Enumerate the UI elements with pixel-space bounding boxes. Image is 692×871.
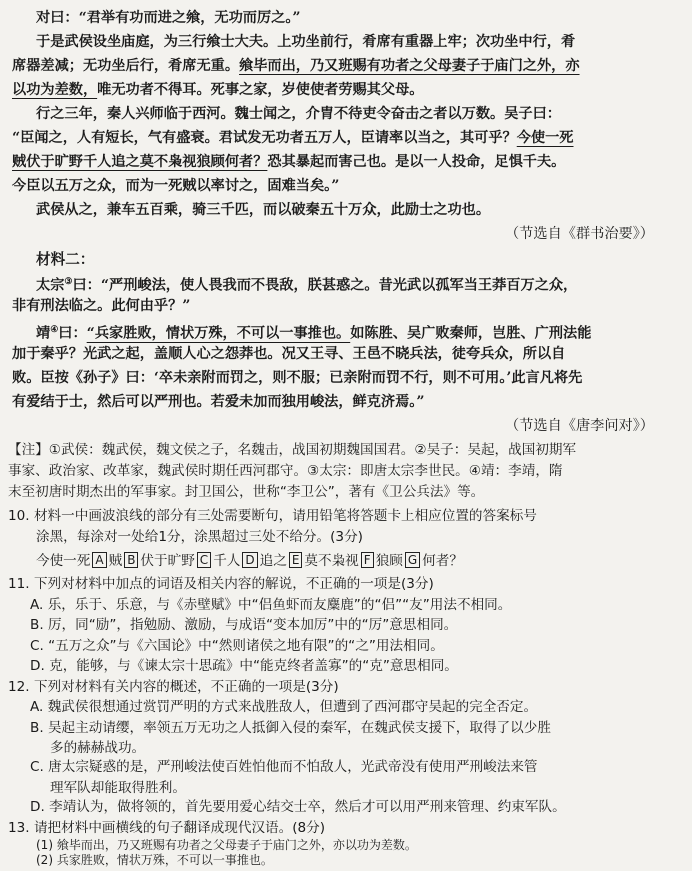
sentence-segment: 贼 [108,553,123,569]
text: A. 乐，乐于、乐意，与《赤壁赋》中“侣鱼虾而友麋鹿”的“侣”“友”用法不相同。 [30,596,512,613]
text: C. “五万之众”与《六国论》中“然则诸侯之地有限”的“之”用法相同。 [30,637,444,654]
option-a [0,697,692,717]
passage1-line [0,128,692,148]
passage1-line [0,8,692,28]
text: 材料二： [36,251,95,268]
text: 席器差减；无功坐后行，肴席无重。 [12,58,240,74]
question-12-stem [0,677,692,697]
text: 恐其暴起而害己也。是以一人投命，足惧千夫。 [267,154,566,170]
question-10-stem [0,506,692,526]
passage2-line [0,272,692,296]
text: 靖 [36,325,51,342]
note-line [0,440,692,460]
question-10-stem [0,527,692,547]
passage1-line [0,56,692,76]
text: “臣闻之，人有短长，气有盛衰。君试发无功者五万人，臣请率以当之，其可乎？ [12,130,517,146]
section-heading [0,250,692,270]
underlined-sentence: 飨毕而出，乃又班赐有功者之父母妻子于庙门之外，亦 [239,58,580,74]
passage1-line [0,152,692,172]
question-13-stem [0,818,692,838]
option-d [0,656,692,676]
translation-item-1: (1) 飨毕而出，乃又班赐有功者之父母妻子于庙门之外，亦以功为差数。 [36,838,417,852]
answer-label-a: A [92,552,106,568]
wavy-line-sentence: 贼伏于旷野千人追之莫不枭视狼顾何者？ [12,154,268,170]
text: B. 吴起主动请缨，率领五万无功之人抵御入侵的秦军，在魏武侯支援下，取得了以少胜 [30,719,551,736]
text: 如陈胜、吴广败秦师，岂胜、广刑法能 [350,325,592,342]
passage1-line [0,32,692,52]
answer-label-f: F [361,552,374,568]
text: 武侯从之，兼车五百乘，骑三千匹，而以破秦五十万众，此励士之功也。 [36,202,491,218]
sentence-segment: 追之 [259,553,287,569]
option-b [0,615,692,635]
option-b-continued [0,738,692,758]
wavy-line-sentence: 今使一死 [516,130,574,146]
text: A. 魏武侯很想通过赏罚严明的方式来战胜敌人，但遭到了西河郡守吴起的完全否定。 [30,699,538,715]
option-c-continued [0,778,692,798]
text: 曰： [58,325,87,342]
passage1-line [0,200,692,220]
sentence-segment: 今使一死 [36,553,91,569]
text: 13. 请把材料中画横线的句子翻译成现代汉语。(8分) [8,820,326,836]
text: 行之三年，秦人兴师临于西河。魏士闻之，介胄不待吏令奋击之者以万数。吴子曰： [36,106,561,122]
text: 末至初唐时期杰出的军事家。封卫国公，世称“李卫公”，著有《卫公兵法》等。 [8,484,485,500]
passage2-line [0,368,692,388]
sentence-segment: 伏于旷野 [140,553,195,569]
answer-label-g: G [405,552,420,568]
text: 【注】①武侯：魏武侯，魏文侯之子，名魏击，战国初期魏国国君。②吴子：吴起，战国初期军 [8,442,577,458]
passage2-line [0,320,692,344]
passage2-line [0,296,692,316]
text: 对曰：“君举有功而进之飨，无功而厉之。” [36,10,301,26]
text: 败。臣按《孙子》曰：‘卒未亲附而罚之，则不服；已亲附而罚不行，则不可用。’此言凡将先 [12,370,583,386]
text: 加于秦乎？光武之起，盖顺人心之怨莽也。况又王寻、王邑不晓兵法，徒夸兵众，所以自 [12,346,566,362]
passage1-line [0,104,692,124]
text: 事家、政治家、改革家，魏武侯时期任西河郡守。③太宗：即唐太宗李世民。④靖：李靖，隋 [8,463,563,479]
source-citation [0,224,692,244]
text: 涂黑，每涂对一处给1分，涂黑超过三处不给分。(3分) [36,529,363,545]
text: 12. 下列对材料有关内容的概述，不正确的一项是(3分) [8,678,339,695]
text: D. 李靖认为，做将领的，首先要用爱心结交士卒，然后才可以用严刑来管理、约束军队。 [30,798,566,815]
question-10-sentence [0,551,692,571]
text: D. 克，能够，与《谏太宗十思疏》中“能克终者盖寡”的“克”意思相同。 [30,658,458,674]
answer-label-d: D [242,552,257,568]
text: 有爱结于士，然后可以严刑也。若爱未加而独用峻法，鲜克济焉。” [12,394,425,410]
underlined-sentence: “兵家胜败，情状万殊，不可以一事推也。 [86,325,351,342]
option-d [0,797,692,817]
underlined-sentence: 以功为差数， [12,82,98,98]
passage2-line [0,392,692,412]
text: 11. 下列对材料中加点的词语及相关内容的解说，不正确的一项是(3分) [8,576,434,592]
sentence-segment: 何者？ [422,553,463,569]
text: 今臣以五万之众，而为一死贼以率讨之，固难当矣。” [12,178,340,194]
text: 非有刑法临之。此何由乎？” [12,298,191,314]
passage1-line [0,176,692,196]
source-citation [0,416,692,436]
text: （节选自《群书治要》） [505,226,654,242]
option-c [0,757,692,777]
passage2-line [0,344,692,364]
option-a [0,595,692,615]
note-line [0,461,692,481]
text: 多的赫赫战功。 [50,740,146,756]
note-line [0,482,692,502]
answer-label-e: E [289,552,303,568]
question-11-stem [0,574,692,594]
footnote-marker: ③ [64,277,73,287]
text: 唯无功者不得耳。死事之家，岁使使者劳赐其父母。 [97,82,424,98]
answer-label-b: B [124,552,138,568]
answer-label-c: C [197,552,211,568]
text: 10. 材料一中画波浪线的部分有三处需要断句，请用铅笔将答题卡上相应位置的答案标号 [8,508,537,524]
text: 曰：“严刑峻法，使人畏我而不畏敌，朕甚惑之。昔光武以孤军当王莽百万之众， [72,277,578,294]
text: 太宗 [36,277,65,294]
text: （节选自《唐李问对》） [505,418,654,434]
option-b [0,718,692,738]
sentence-segment: 莫不枭视 [304,553,359,569]
text: C. 唐太宗疑惑的是，严刑峻法使百姓怕他而不怕敌人，光武帝没有使用严刑峻法来管 [30,759,538,775]
option-c [0,636,692,656]
text: B. 厉，同“励”，指勉励、激励，与成语“变本加厉”中的“厉”意思相同。 [30,617,458,633]
text: 理军队却能取得胜利。 [50,779,186,796]
translation-item-2: (2) 兵家胜败，情状万殊，不可以一事推也。 [36,853,273,867]
sentence-segment: 千人 [213,553,241,569]
sentence-segment: 狼顾 [375,553,403,569]
text: 于是武侯设坐庙庭，为三行飨士大夫。上功坐前行，肴席有重器上牢；次功坐中行，肴 [36,34,576,50]
footnote-marker: ④ [50,325,59,335]
passage1-line [0,80,692,100]
